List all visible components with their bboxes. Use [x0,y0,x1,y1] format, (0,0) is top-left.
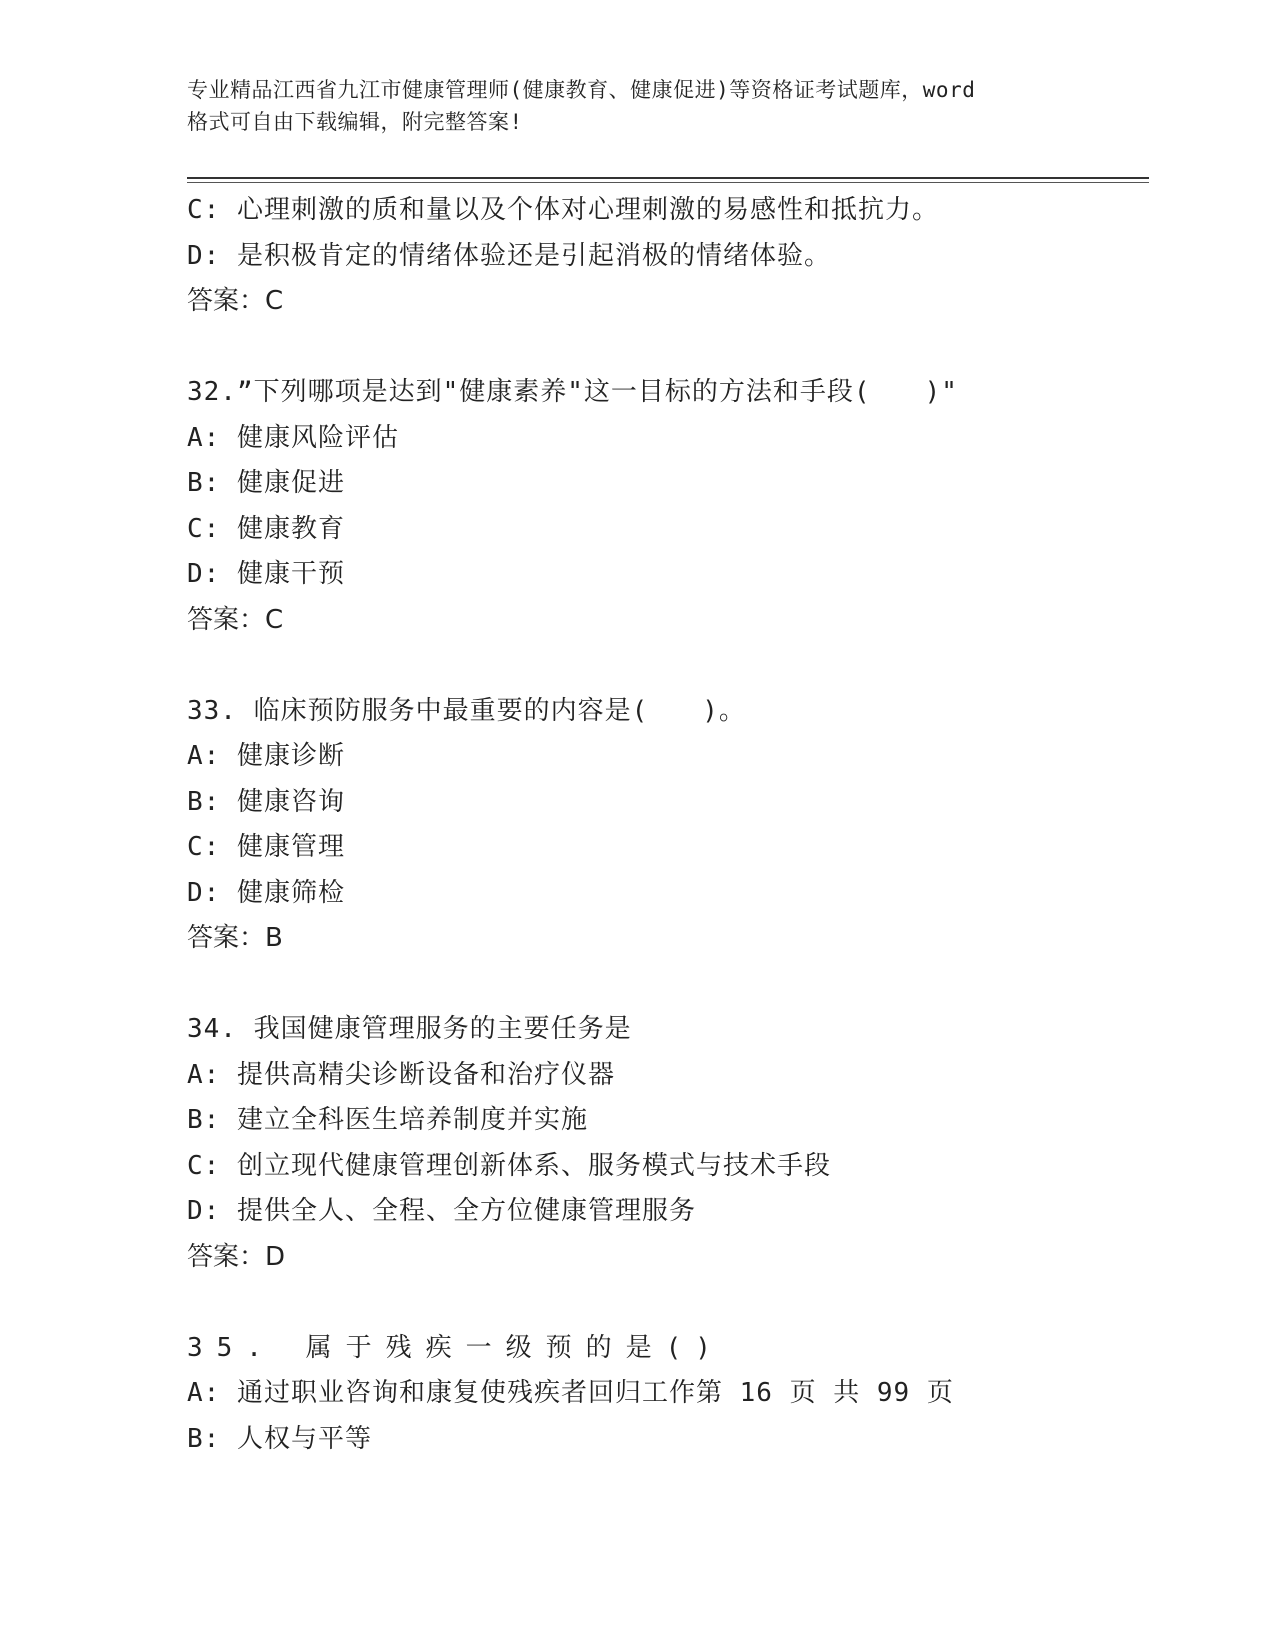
option-c: C: 健康教育 [187,513,345,544]
spacer [187,643,1147,689]
question-35 [187,1326,1147,1463]
option-c: C: 创立现代健康管理创新体系、服务模式与技术手段 [187,1150,831,1181]
option-b: B: 健康促进 [187,468,345,498]
spacer [187,962,1147,1008]
option-b: B: 建立全科医生培养制度并实施 [187,1105,588,1135]
option-a: A: 通过职业咨询和康复使残疾者回归工作第 16 页 共 99 页 [187,1378,954,1408]
question-32 [187,370,1147,643]
question-stem: 34. 我国健康管理服务的主要任务是 [187,1014,632,1044]
option-a: A: 健康风险评估 [187,422,399,453]
page-header [187,74,1087,138]
header-line-1: 专业精品江西省九江市健康管理师(健康教育、健康促进)等资格证考试题库，word [187,78,976,102]
answer-line: 答案：D [187,1241,286,1272]
option-c: C: 心理刺激的质和量以及个体对心理刺激的易感性和抵抗力。 [187,195,939,225]
spacer [187,325,1147,371]
question-stem: 33. 临床预防服务中最重要的内容是( )。 [187,695,746,726]
option-b: B: 人权与平等 [187,1423,372,1454]
answer-line: 答案：B [187,923,283,953]
header-rule-thick [187,177,1149,179]
question-34 [187,1007,1147,1280]
option-a: A: 提供高精尖诊断设备和治疗仪器 [187,1059,615,1090]
question-list [187,188,1147,1462]
question-stem: 32.”下列哪项是达到"健康素养"这一目标的方法和手段( )" [187,377,958,407]
option-d: D: 健康筛检 [187,877,345,908]
question-33 [187,689,1147,962]
option-a: A: 健康诊断 [187,741,345,771]
spacer [187,1280,1147,1326]
option-d: D: 是积极肯定的情绪体验还是引起消极的情绪体验。 [187,240,831,271]
option-d: D: 提供全人、全程、全方位健康管理服务 [187,1196,696,1226]
answer-line: 答案：C [187,286,284,316]
question-stem: 35. 属于残疾一级预的是() [187,1332,725,1363]
option-d: D: 健康干预 [187,559,345,589]
header-line-2: 格式可自由下载编辑，附完整答案! [187,110,523,134]
header-rule-thin [187,182,1149,183]
option-c: C: 健康管理 [187,832,345,862]
answer-line: 答案：C [187,604,284,635]
option-b: B: 健康咨询 [187,786,345,817]
question-31-continued [187,188,1147,325]
